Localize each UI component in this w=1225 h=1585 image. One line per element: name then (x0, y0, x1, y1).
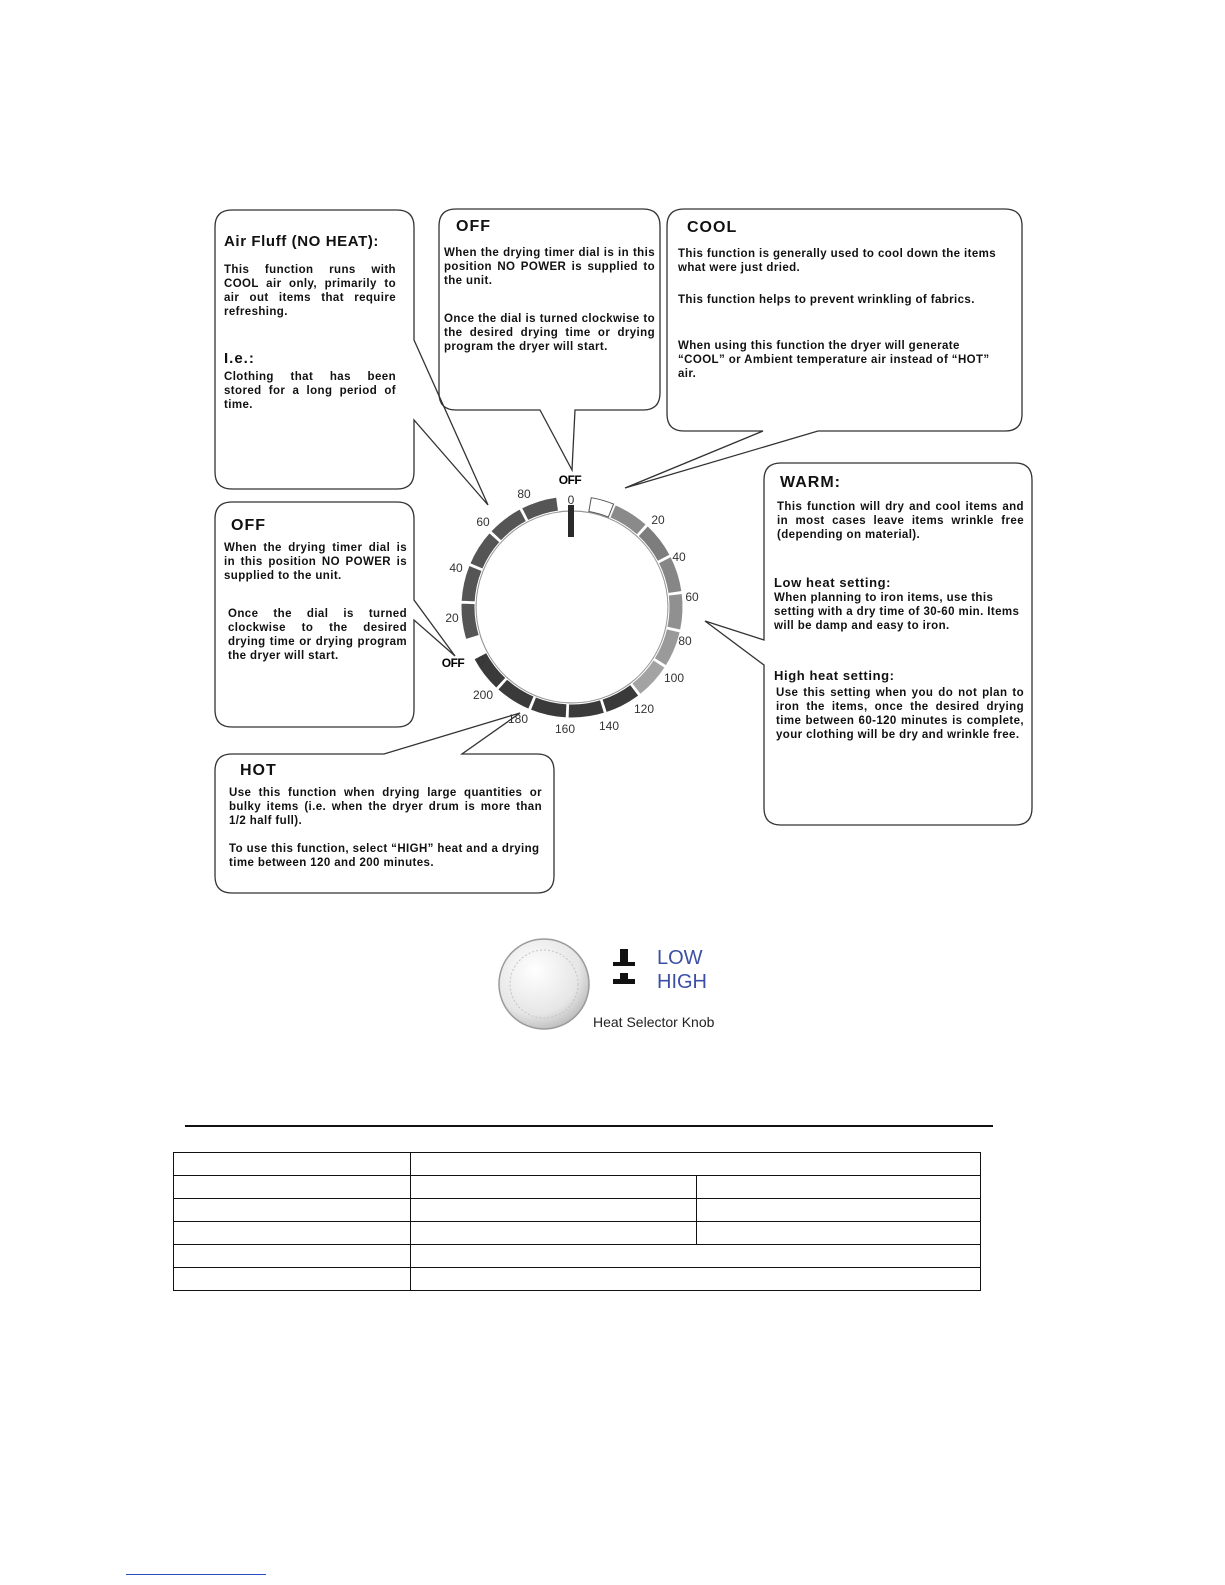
warm-body: This function will dry and cool items and in most cases leave items wrinkle free (depending on material). (777, 501, 1024, 541)
dial-off-label-top: OFF (558, 473, 582, 487)
air-fluff-ie-body: Clothing that has been stored for a long period of time. (224, 371, 396, 411)
dial-off-label-left: OFF (441, 656, 465, 670)
table-cell (174, 1176, 411, 1199)
table-cell (174, 1268, 411, 1291)
warm-callout (774, 476, 1024, 742)
warm-title: WARM: (780, 474, 841, 491)
dial-tick-label: 40 (672, 550, 686, 564)
table-cell (174, 1222, 411, 1245)
off-left-body-2: Once the dial is turned clockwise to the desired drying time or drying program the dryer will start. (228, 608, 407, 662)
cool-body-2: This function helps to prevent wrinkling of fabrics. (678, 294, 975, 306)
hot-callout (229, 764, 542, 870)
footer-link[interactable] (126, 1574, 266, 1575)
table-cell (174, 1245, 411, 1268)
warm-segment (667, 593, 683, 630)
table-cell (411, 1199, 697, 1222)
dial-tick-label: 100 (663, 671, 685, 685)
off-left-title: OFF (231, 517, 266, 534)
table-cell (411, 1245, 981, 1268)
table-row (174, 1176, 981, 1199)
section-divider (185, 1125, 993, 1127)
warm-high-title: High heat setting: (774, 668, 895, 683)
cool-body-1: This function is generally used to cool down the items what were just dried. (678, 248, 997, 274)
air-fluff-ie-label: I.e.: (224, 350, 255, 367)
off-top-callout (444, 220, 655, 354)
off-left-body-1: When the drying timer dial is in this position NO POWER is supplied to the unit. (224, 542, 407, 582)
off-top-title: OFF (456, 218, 491, 235)
low-heat-label: LOW (657, 947, 703, 969)
off-left-callout (224, 519, 407, 663)
dial-zero-top: 0 (567, 493, 575, 507)
table-row (174, 1199, 981, 1222)
hot-body-1: Use this function when drying large quantities or bulky items (i.e. when the dryer drum is more than 1/2 half full). (229, 787, 542, 827)
table-row (174, 1222, 981, 1245)
dial-tick-label: 40 (449, 561, 463, 575)
dial-tick-label: 80 (517, 487, 531, 501)
dial-tick-label: 140 (598, 719, 620, 733)
dial-tick-label: 20 (445, 611, 459, 625)
warm-high-body: Use this setting when you do not plan to iron the items, once the desired drying time between 60-120 minutes is complete, your clothing will be dry and wrinkle free. (776, 687, 1024, 741)
cool-title: COOL (687, 219, 738, 236)
table-cell (411, 1222, 697, 1245)
air-fluff-body: This function runs with COOL air only, primarily to air out items that require refreshing. (224, 264, 396, 318)
heat-selector-caption: Heat Selector Knob (593, 1014, 715, 1030)
table-row (174, 1153, 981, 1176)
heat-selector-knob[interactable] (496, 936, 592, 1032)
dial-tick-label: 60 (685, 590, 699, 604)
table-cell (697, 1176, 981, 1199)
dial-tick-label: 60 (476, 515, 490, 529)
table-cell (697, 1222, 981, 1245)
low-heat-icon (612, 948, 636, 968)
hot-body-2: To use this function, select “HIGH” heat and a drying time between 120 and 200 minutes. (229, 843, 540, 869)
dial-tick-label: 160 (554, 722, 576, 736)
timer-dial (442, 473, 699, 736)
off-top-body-1: When the drying timer dial is in this position NO POWER is supplied to the unit. (444, 247, 655, 287)
table-cell (174, 1153, 411, 1176)
dial-tick-label: 20 (651, 513, 665, 527)
warm-low-title: Low heat setting: (774, 575, 892, 590)
dial-tick-label: 120 (633, 702, 655, 716)
table-row (174, 1245, 981, 1268)
off-top-body-2: Once the dial is turned clockwise to the desired drying time or drying program the dryer will start. (444, 313, 655, 353)
table-cell (411, 1153, 981, 1176)
dial-indicator (568, 505, 574, 537)
spec-table (173, 1152, 981, 1291)
dial-zero-left: 0 (477, 654, 485, 668)
dial-tick-label: 180 (507, 712, 529, 726)
cool-callout (678, 221, 1003, 381)
dial-tick-label: 80 (678, 634, 692, 648)
hot-title: HOT (240, 762, 277, 779)
cool-body-3: When using this function the dryer will generate “COOL” or Ambient temperature air instead of “HOT” air. (678, 340, 990, 380)
table-cell (411, 1176, 697, 1199)
table-cell (411, 1268, 981, 1291)
table-cell (174, 1199, 411, 1222)
high-heat-label: HIGH (657, 971, 707, 993)
table-cell (697, 1199, 981, 1222)
dial-face (476, 511, 668, 703)
high-heat-icon (612, 971, 636, 987)
table-row (174, 1268, 981, 1291)
dial-tick-label: 200 (472, 688, 494, 702)
air-fluff-callout (224, 235, 396, 412)
warm-low-body: When planning to iron items, use this setting with a dry time of 30-60 min. Items will be damp and easy to iron. (774, 592, 1020, 632)
air-fluff-title: Air Fluff (NO HEAT): (224, 233, 380, 250)
